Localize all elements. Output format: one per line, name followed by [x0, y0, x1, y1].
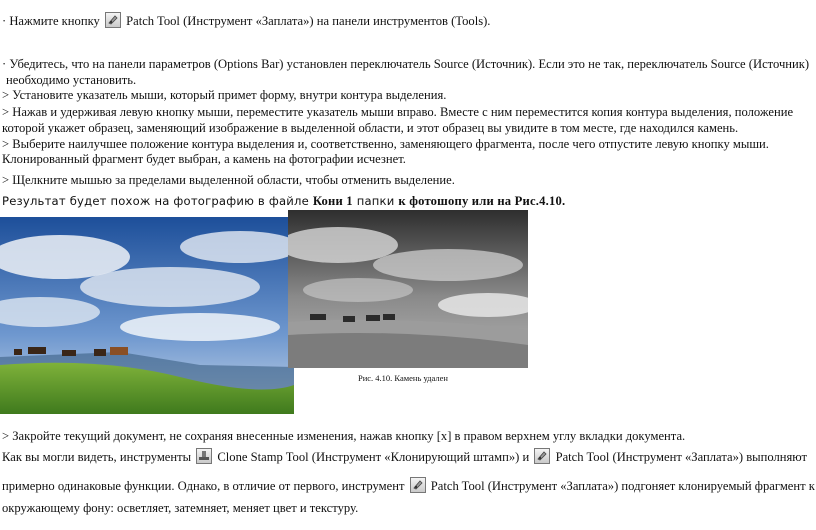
result-line — [2, 193, 565, 210]
clone-stamp-icon — [196, 448, 212, 464]
patch-tool-icon-3 — [410, 477, 426, 493]
step-5-line-2: Клонированный фрагмент будет выбран, а камень на фотографии исчезнет. — [2, 152, 406, 166]
step-2-line-1: · Убедитесь, что на панели параметров (Options Bar) установлен переключатель Source (Источник). Если это не так, переключатель Source (Источник) — [2, 57, 810, 71]
grayscale-photo — [288, 210, 528, 368]
patch-tool-icon — [105, 12, 121, 28]
step-4-line-1: > Нажав и удерживая левую кнопку мыши, переместите указатель мыши вправо. Вместе с ним переместится копия контура выделения, положение — [2, 105, 794, 119]
result-folder-word: папки — [356, 194, 395, 208]
step-1-lead: · Нажмите кнопку — [2, 14, 100, 28]
step-5-line-1: > Выберите наилучшее положение контура выделения и, соответственно, заменяющего фрагмента, после чего отпустите левую кнопку мыши. — [2, 137, 769, 151]
result-file-name: Кони 1 — [312, 194, 353, 208]
patch-tool-label-2: Patch Tool (Инструмент «Заплата») подгоняет клонируемый фрагмент к — [430, 479, 815, 493]
clone-stamp-label: Clone Stamp Tool (Инструмент «Клонирующий штамп») и — [217, 450, 530, 464]
result-figure-ref: к фотошопу или на Рис.4.10. — [398, 194, 566, 208]
step-6: > Щелкните мышью за пределами выделенной области, чтобы отменить выделение. — [2, 173, 455, 187]
step-4-line-2: которой укажет образец, заменяющий изображение в выделенной области, и этот образец вы увидите в том месте, где находился камень. — [2, 121, 739, 135]
step-1 — [2, 12, 490, 30]
paragraph-line-2-lead: примерно одинаковые функции. Однако, в отличие от первого, инструмент — [2, 479, 405, 493]
paragraph-line-2 — [2, 477, 815, 495]
paragraph-line-3: окружающему фону: осветляет, затемняет, меняет цвет и текстуру. — [2, 501, 359, 515]
paragraph-line-1-lead: Как вы могли видеть, инструменты — [2, 450, 192, 464]
step-7: > Закройте текущий документ, не сохраняя внесенные изменения, нажав кнопку [x] в правом верхнем углу вкладки документа. — [2, 429, 686, 443]
step-1-text: Patch Tool (Инструмент «Заплата») на панели инструментов (Tools). — [126, 14, 491, 28]
figure-caption: Рис. 4.10. Камень удален — [358, 373, 448, 383]
patch-tool-icon-2 — [534, 448, 550, 464]
step-2-line-2: необходимо установить. — [6, 73, 137, 87]
patch-tool-label: Patch Tool (Инструмент «Заплата») выполняют — [555, 450, 808, 464]
paragraph-line-1 — [2, 448, 807, 466]
color-photo — [0, 217, 294, 414]
step-3: > Установите указатель мыши, который примет форму, внутри контура выделения. — [2, 88, 447, 102]
result-text: Результат будет похож на фотографию в файле — [2, 194, 309, 208]
